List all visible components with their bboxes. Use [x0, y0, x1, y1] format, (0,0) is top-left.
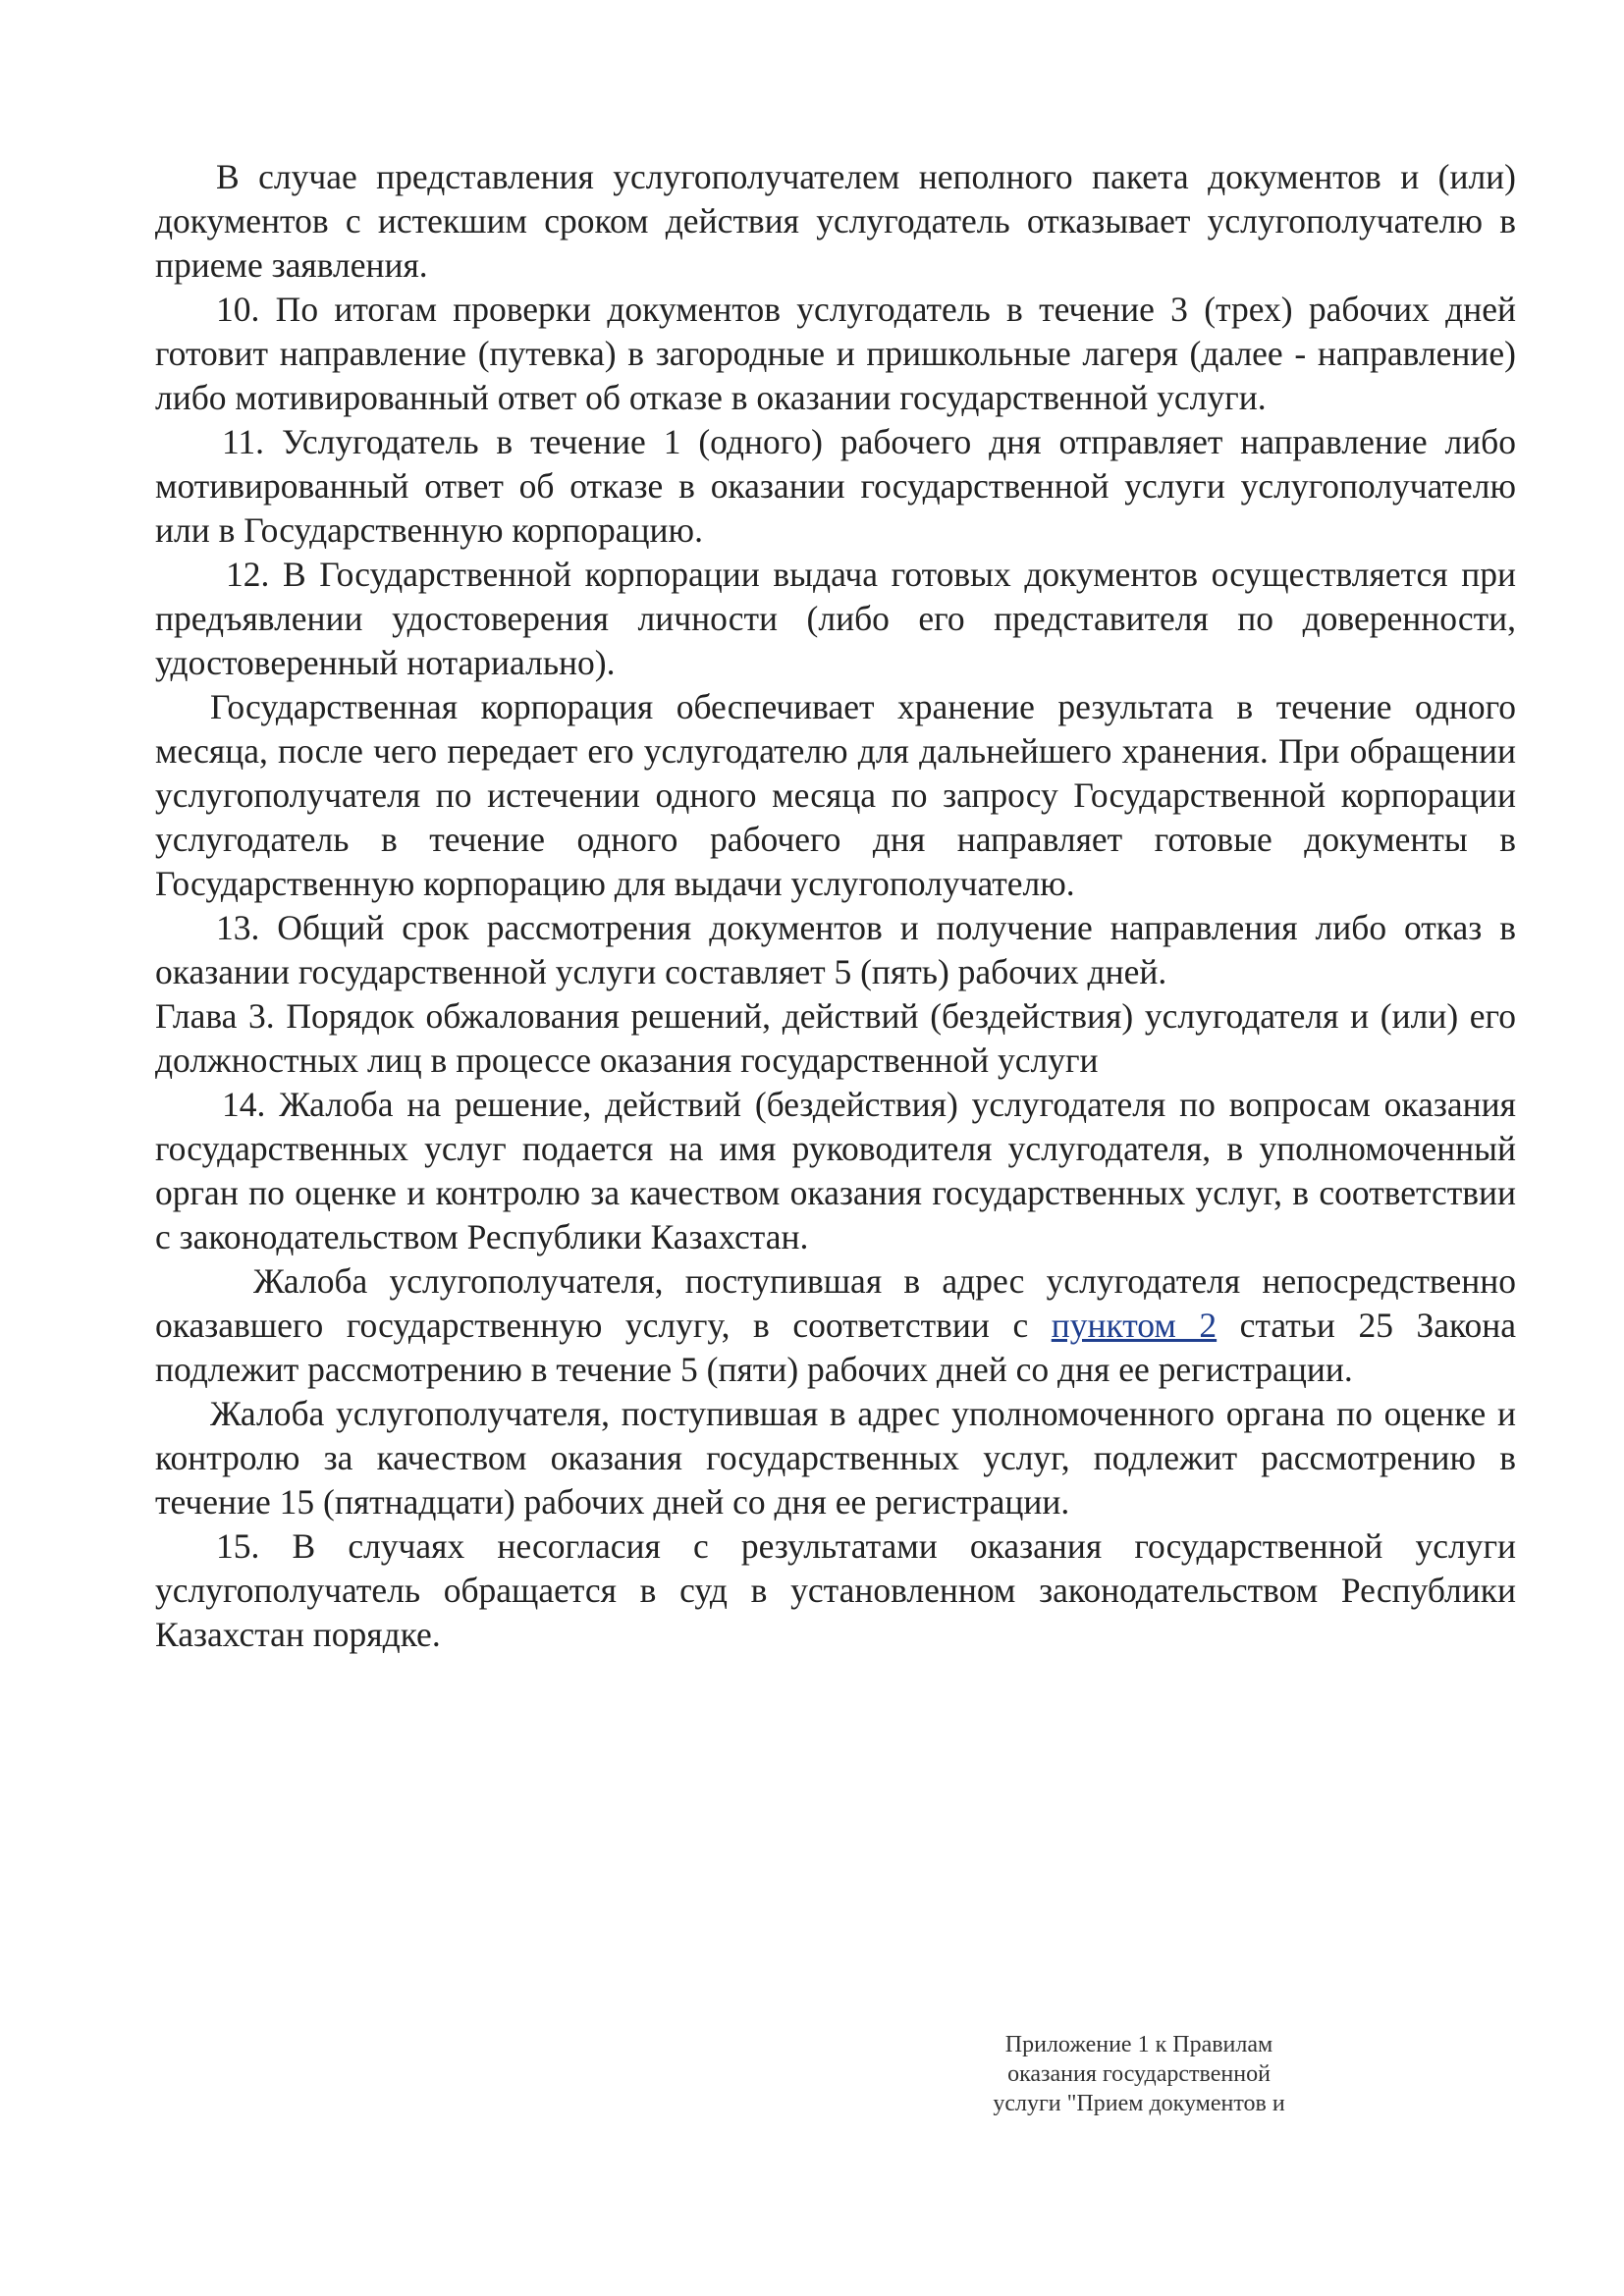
paragraph-item-12: 12. В Государственной корпорации выдача готовых документов осуществляется при предъявлении удостоверения личности (либо его представителя по доверенности, удостоверенный нотариально). — [155, 555, 1516, 682]
complaint-text-start: Жалоба услугополучателя, поступившая в адрес услугодателя непосредственно оказавшего государственную услугу, в соответствии с — [155, 1261, 1516, 1345]
paragraph-state-corporation-storage: Государственная корпорация обеспечивает хранение результата в течение одного месяца, после чего передает его услугодателю для дальнейшего хранения. При обращении услугополучателя по истечении одного месяца по запросу Государственной корпорации услугодатель в течение одного рабочего дня направляет готовые документы в Государственную корпорацию для выдачи услугополучателю. — [155, 687, 1516, 903]
paragraph-complaint-service-provider — [155, 1259, 1516, 1392]
appendix-line-3: услуги "Прием документов и — [993, 2091, 1285, 2116]
appendix-line-2: оказания государственной — [1007, 2061, 1271, 2087]
paragraph-incomplete-documents: В случае представления услугополучателем неполного пакета документов и (или) документов с истекшим сроком действия услугодатель отказывает услугополучателю в приеме заявления. — [155, 157, 1516, 285]
law-article-link[interactable]: пунктом 2 — [1051, 1306, 1218, 1345]
complaint-text-end: статьи 25 Закона подлежит рассмотрению в течение 5 (пяти) рабочих дней со дня ее регистрации. — [155, 1306, 1516, 1389]
paragraph-item-13: 13. Общий срок рассмотрения документов и получение направления либо отказ в оказании государственной услуги составляет 5 (пять) рабочих дней. — [155, 908, 1516, 991]
document-body — [155, 155, 1516, 1657]
paragraph-item-11: 11. Услугодатель в течение 1 (одного) рабочего дня отправляет направление либо мотивированный ответ об отказе в оказании государственной услуги услугополучателю или в Государственную корпорацию. — [155, 422, 1516, 550]
appendix-line-1: Приложение 1 к Правилам — [1004, 2032, 1273, 2057]
paragraph-complaint-authorized-body: Жалоба услугополучателя, поступившая в адрес уполномоченного органа по оценке и контролю за качеством оказания государственных услуг, подлежит рассмотрению в течение 15 (пятнадцати) рабочих дней со дня ее регистрации. — [155, 1394, 1516, 1522]
chapter-3-heading: Глава 3. Порядок обжалования решений, действий (бездействия) услугодателя и (или) его должностных лиц в процессе оказания государственной услуги — [155, 996, 1516, 1080]
paragraph-item-15: 15. В случаях несогласия с результатами оказания государственной услуги услугополучатель обращается в суд в установленном законодательством Республики Казахстан порядке. — [155, 1526, 1516, 1654]
paragraph-item-10: 10. По итогам проверки документов услугодатель в течение 3 (трех) рабочих дней готовит направление (путевка) в загородные и пришкольные лагеря (далее - направление) либо мотивированный ответ об отказе в оказании государственной услуги. — [155, 290, 1516, 417]
paragraph-item-14: 14. Жалоба на решение, действий (бездействия) услугодателя по вопросам оказания государственных услуг подается на имя руководителя услугодателя, в уполномоченный орган по оценке и контролю за качеством оказания государственных услуг, в соответствии с законодательством Республики Казахстан. — [155, 1085, 1516, 1256]
appendix-note — [913, 2030, 1365, 2118]
